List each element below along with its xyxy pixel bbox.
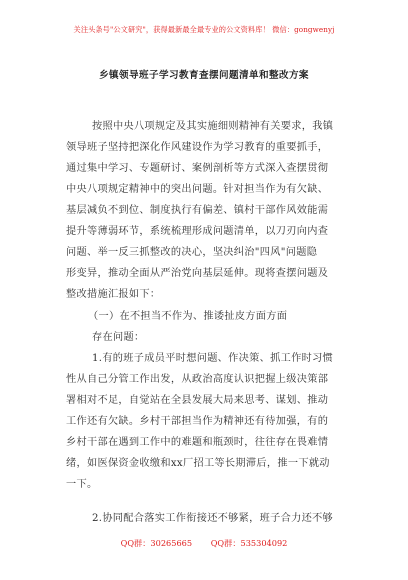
- document-title: 乡镇领导班子学习教育查摆问题清单和整改方案: [99, 70, 309, 81]
- paragraph-line: 绪，如医保资金收缴和xx厂招工等长期滞后，推一下就动: [66, 458, 330, 469]
- paragraph-line: 性从自己分管工作出发，从政治高度认识把握上级决策部: [66, 374, 329, 385]
- footer-qq-groups: [0, 538, 408, 549]
- header-banner: 关注头条号"公文研究"，获得最新最全最专业的公文资料库！ 微信：gongwenyj: [73, 25, 335, 34]
- paragraph-line: 一下。: [66, 479, 98, 490]
- paragraph-line: 通过集中学习、专题研讨、案例剖析等方式深入查摆贯彻: [66, 163, 329, 174]
- paragraph-line: 整改措施汇报如下：: [66, 289, 161, 300]
- paragraph-line: 问题、举一反三抓整改的决心，坚决纠治"四风"问题隐: [66, 247, 318, 258]
- footer-qq-1: QQ群：30265665: [120, 538, 193, 548]
- paragraph-line: 领导班子坚持把深化作风建设作为学习教育的重要抓手，: [66, 142, 329, 153]
- paragraph-line: 署相对不足，自觉站在全县发展大局来思考、谋划、推动: [66, 395, 329, 406]
- section-heading: （一）在不担当不作为、推诿扯皮方面方面: [88, 311, 288, 322]
- paragraph-line: 2.协同配合落实工作衔接还不够紧，班子合力还不够: [92, 513, 334, 524]
- paragraph-line: 1.有的班子成员平时想问题、作决策、抓工作时习惯: [92, 353, 334, 364]
- paragraph-line: 工作还有欠缺。乡村干部担当作为精神还有待加强，有的: [66, 416, 329, 427]
- paragraph-line: 形变异，推动全面从严治党向基层延伸。现将查摆问题及: [66, 268, 329, 279]
- paragraph-line: 中央八项规定精神中的突出问题。针对担当作为有欠缺、: [66, 184, 329, 195]
- paragraph-line: 按照中央八项规定及其实施细则精神有关要求，我镇: [92, 121, 334, 132]
- footer-qq-2: QQ群：535304092: [210, 538, 288, 548]
- problems-label: 存在问题：: [92, 332, 145, 343]
- paragraph-line: 提升等薄弱环节，系统梳理形成问题清单，以刀刃向内查: [66, 226, 329, 237]
- paragraph-line: 基层减负不到位、制度执行有偏差、镇村干部作风效能需: [66, 205, 329, 216]
- paragraph-line: 乡村干部在遇到工作中的难题和瓶颈时，往往存在畏难情: [66, 437, 329, 448]
